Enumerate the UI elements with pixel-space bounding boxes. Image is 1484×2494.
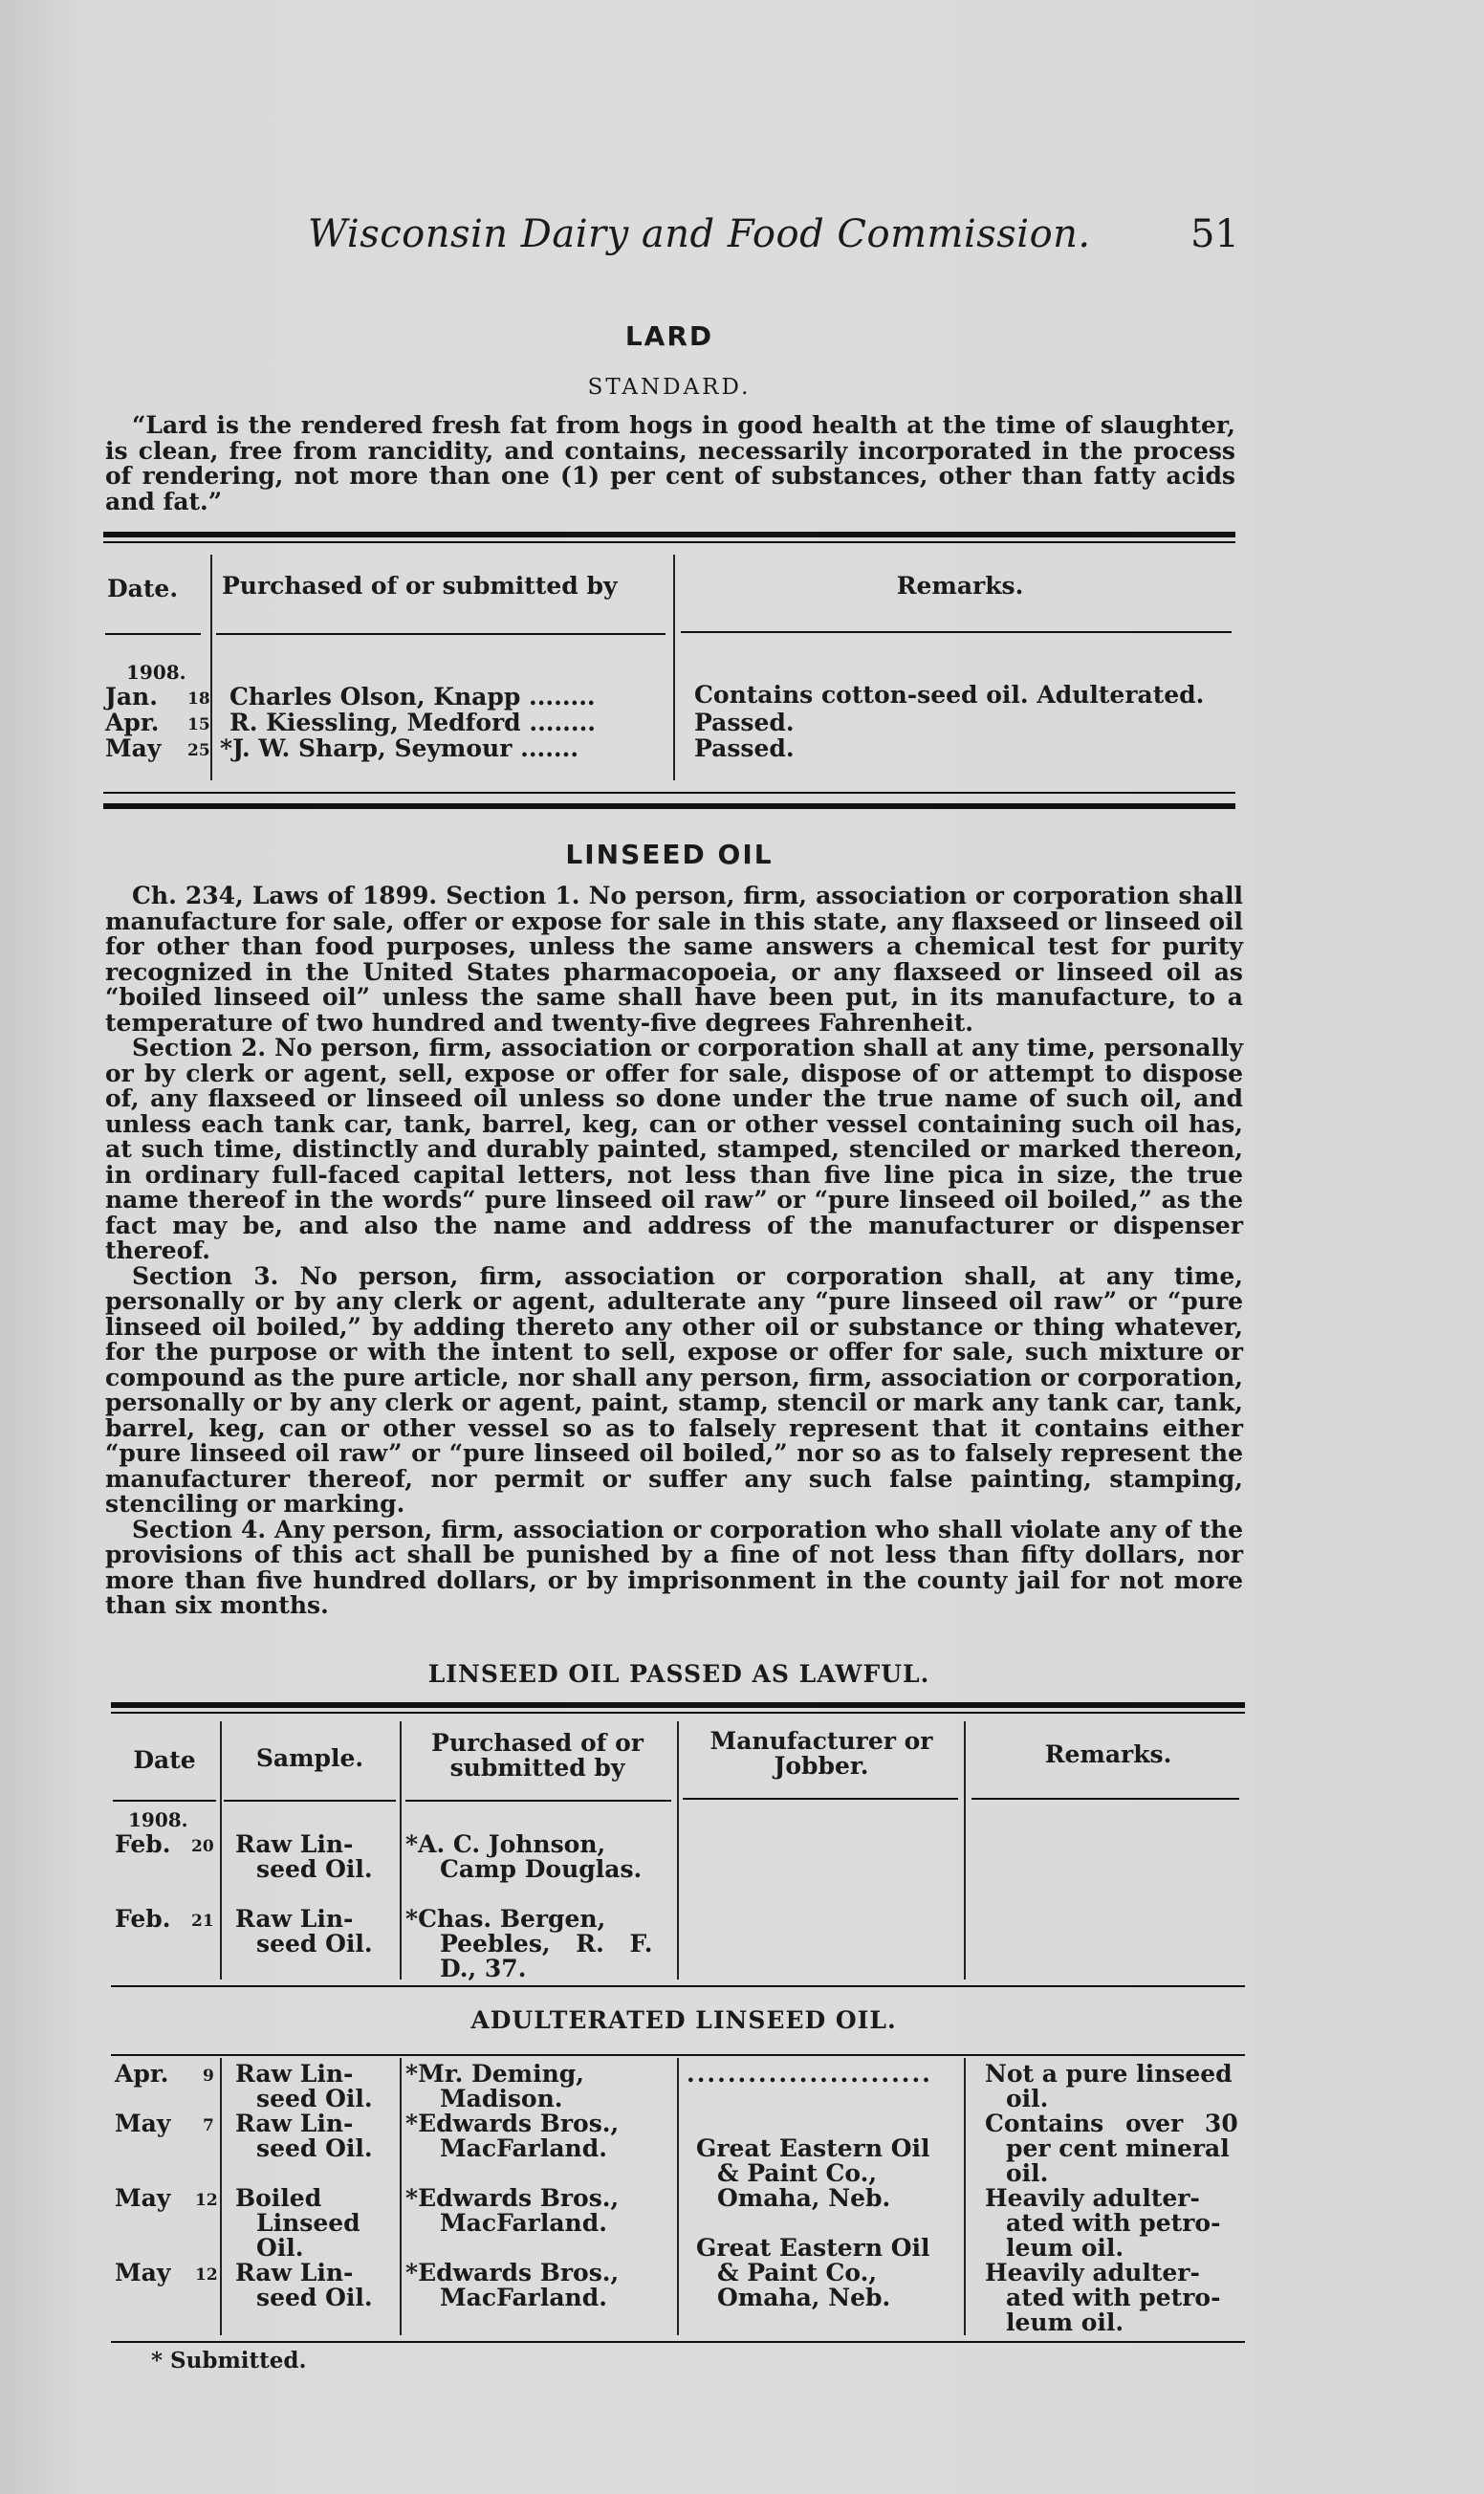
passed-year: 1908. [128, 1808, 188, 1831]
footnote-submitted: * Submitted. [151, 2348, 307, 2374]
adulterated-row-3-remarks-1: Heavily adulter- [985, 2184, 1200, 2212]
adulterated-col-divider-3 [677, 2058, 679, 2335]
passed-row-1-day: 20 [191, 1837, 214, 1856]
lard-table-bottom-rule [103, 792, 1235, 794]
passed-header-purchased: Purchased of or submitted by [431, 1729, 644, 1782]
adulterated-table-top-rule [111, 2054, 1245, 2056]
adulterated-row-1-remarks-2: oil. [1006, 2085, 1049, 2112]
lard-row-1-month: Jan. [105, 683, 158, 711]
adulterated-row-2-remarks-2: per cent mineral [1006, 2134, 1230, 2162]
adulterated-row-1-month: Apr. [115, 2060, 169, 2088]
adulterated-heading: ADULTERATED LINSEED OIL. [470, 2006, 897, 2034]
adulterated-row-4-remarks-2: ated with petro- [1006, 2284, 1221, 2311]
passed-table-top-rule [111, 1702, 1245, 1708]
adulterated-row-2-sample-2: seed Oil. [256, 2134, 373, 2162]
adulterated-row-4-maker-2: & Paint Co., [717, 2259, 878, 2286]
passed-row-2-day: 21 [191, 1912, 214, 1931]
adulterated-row-2-maker-2: & Paint Co., [717, 2159, 878, 2187]
adulterated-row-1-by-1: *Mr. Deming, [405, 2060, 584, 2088]
adulterated-row-1-remarks-1: Not a pure linseed [985, 2060, 1233, 2088]
passed-row-1-sample-1: Raw Lin- [235, 1830, 354, 1858]
passed-row-2-by-2: Peebles, R. F. [440, 1930, 653, 1958]
adulterated-row-4-by-2: MacFarland. [440, 2284, 607, 2311]
adulterated-row-2-maker-1: Great Eastern Oil [696, 2134, 930, 2162]
passed-header-underline-5 [971, 1798, 1239, 1800]
adulterated-row-2-by-2: MacFarland. [440, 2134, 607, 2162]
linseed-law-section-1: Ch. 234, Laws of 1899. Section 1. No person, firm, association or corporation shall manufacture for sale, offer or expose for sale in this state, any flaxseed or linseed oil for other than food purposes, unless the same answers a chemical test for purity recognized in the United States pharmacopoeia, or any flaxseed or linseed oil as “boiled linseed oil” unless the same shall have been put, in its manufacture, to a temperature of two hundred and twenty-five degrees Fahrenheit. [105, 882, 1243, 1037]
passed-header-sample: Sample. [255, 1744, 364, 1772]
passed-row-2-sample-2: seed Oil. [256, 1930, 373, 1958]
adulterated-row-1-maker: ........................ [687, 2060, 932, 2088]
adulterated-row-3-remarks-3: leum oil. [1006, 2234, 1124, 2262]
adulterated-row-4-sample-2: seed Oil. [256, 2284, 373, 2311]
passed-header-underline-3 [405, 1800, 671, 1802]
lard-table-top-rule-2 [103, 541, 1235, 543]
passed-row-2-sample-1: Raw Lin- [235, 1905, 354, 1933]
adulterated-col-divider-2 [400, 2058, 402, 2335]
passed-col-divider-1 [220, 1721, 222, 1980]
passed-row-1-month: Feb. [115, 1830, 171, 1858]
lard-header-date: Date. [107, 575, 179, 602]
adulterated-row-2-day: 7 [203, 2116, 214, 2135]
adulterated-row-1-sample-1: Raw Lin- [235, 2060, 354, 2088]
adulterated-row-3-remarks-2: ated with petro- [1006, 2209, 1221, 2237]
adulterated-row-1-sample-2: seed Oil. [256, 2085, 373, 2112]
passed-header-maker: Manufacturer or Jobber. [709, 1727, 933, 1780]
passed-col-divider-4 [964, 1721, 966, 1980]
lard-header-underline-2 [216, 633, 666, 635]
adulterated-row-4-by-1: *Edwards Bros., [405, 2259, 620, 2286]
adulterated-row-3-sample-1: Boiled [235, 2184, 322, 2212]
lard-row-2-day: 15 [187, 715, 210, 734]
adulterated-row-4-maker-1: Great Eastern Oil [696, 2234, 930, 2262]
passed-row-2-by-1: *Chas. Bergen, [405, 1905, 606, 1933]
linseed-law-text [105, 884, 1243, 1619]
lard-row-2-by: R. Kiessling, Medford ........ [229, 709, 596, 736]
passed-col-divider-3 [677, 1721, 679, 1980]
lard-row-3-month: May [105, 734, 162, 762]
passed-col-divider-2 [400, 1721, 402, 1980]
lard-header-purchased: Purchased of or submitted by [222, 572, 618, 600]
passed-table-bottom-rule [111, 1985, 1245, 1987]
lard-row-3-day: 25 [187, 741, 210, 760]
lard-header-underline-1 [105, 633, 201, 635]
adulterated-row-3-sample-3: Oil. [256, 2234, 304, 2262]
lard-row-2-month: Apr. [105, 709, 160, 736]
adulterated-row-4-sample-1: Raw Lin- [235, 2259, 354, 2286]
lard-col-divider-2 [673, 555, 675, 780]
lard-row-3-remarks: Passed. [694, 734, 795, 762]
lard-title: LARD [624, 320, 714, 352]
adulterated-col-divider-1 [220, 2058, 222, 2335]
passed-row-1-by-2: Camp Douglas. [440, 1855, 643, 1883]
linseed-title: LINSEED OIL [565, 839, 774, 870]
passed-header-underline-1 [113, 1800, 216, 1802]
adulterated-row-3-by-2: MacFarland. [440, 2209, 607, 2237]
adulterated-row-2-sample-1: Raw Lin- [235, 2110, 354, 2137]
adulterated-row-4-month: May [115, 2259, 171, 2286]
passed-header-underline-2 [224, 1800, 396, 1802]
adulterated-col-divider-4 [964, 2058, 966, 2335]
running-header-title: Wisconsin Dairy and Food Commission. [308, 212, 1091, 256]
passed-row-2-month: Feb. [115, 1905, 171, 1933]
lard-header-underline-3 [681, 631, 1232, 633]
lard-col-divider-1 [210, 555, 212, 780]
adulterated-row-4-maker-3: Omaha, Neb. [717, 2284, 891, 2311]
adulterated-row-3-by-1: *Edwards Bros., [405, 2184, 620, 2212]
lard-table-top-rule [103, 532, 1235, 537]
adulterated-row-1-day: 9 [203, 2067, 214, 2086]
lard-row-1-remarks: Contains cotton-seed oil. Adulterated. [694, 681, 1205, 709]
passed-table-top-rule-2 [111, 1712, 1245, 1714]
passed-header-underline-4 [683, 1798, 958, 1800]
adulterated-row-2-by-1: *Edwards Bros., [405, 2110, 620, 2137]
adulterated-row-3-month: May [115, 2184, 171, 2212]
adulterated-row-3-day: 12 [195, 2191, 218, 2210]
lard-year: 1908. [126, 661, 186, 684]
linseed-law-section-2: Section 2. No person, firm, association or corporation shall at any time, personally or by clerk or agent, sell, expose or offer for sale, dispose of or attempt to dispose of, any flaxseed or linseed oil unless so done under the true name of such oil, and unless each tank car, tank, barrel, keg, can or other vessel containing such oil has, at such time, distinctly and durably painted, stamped, stenciled or marked thereon, in ordinary full-faced capital letters, not less than five line pica in size, the true name thereof in the words“ pure linseed oil raw” or “pure linseed oil boiled,” as the fact may be, and also the name and address of the manufacturer or dispenser thereof. [105, 1034, 1243, 1264]
adulterated-row-4-day: 12 [195, 2265, 218, 2285]
passed-header-date: Date [133, 1746, 196, 1774]
adulterated-row-2-month: May [115, 2110, 171, 2137]
lard-standard-paragraph: “Lard is the rendered fresh fat from hogs in good health at the time of slaughter, is clean, free from rancidity, and contains, necessarily incorporated in the process of rendering, not more than one (1) per cent of substances, other than fatty acids and fat.” [105, 411, 1235, 515]
lard-table-bottom-rule-2 [103, 803, 1235, 809]
adulterated-row-4-remarks-3: leum oil. [1006, 2308, 1124, 2336]
adulterated-row-4-remarks-1: Heavily adulter- [985, 2259, 1200, 2286]
lard-standard-text [105, 413, 1235, 514]
passed-row-2-by-3: D., 37. [440, 1955, 527, 1982]
lard-row-3-by: *J. W. Sharp, Seymour ....... [220, 734, 579, 762]
adulterated-row-2-remarks-1: Contains over 30 [985, 2110, 1238, 2137]
passed-header-remarks: Remarks. [1044, 1740, 1172, 1768]
passed-row-1-by-1: *A. C. Johnson, [405, 1830, 606, 1858]
lard-header-remarks: Remarks. [896, 572, 1024, 600]
linseed-law-section-3: Section 3. No person, firm, association or corporation shall, at any time, personally or by any clerk or agent, adulterate any “pure linseed oil raw” or “pure linseed oil boiled,” by adding thereto any other oil or substance or thing whatever, for the purpose or with the intent to sell, expose or offer for sale, such mixture or compound as the pure article, nor shall any person, firm, association or corporation, personally or by any clerk or agent, paint, stamp, stencil or mark any tank car, tank, barrel, keg, can or other vessel so as to falsely represent that it contains either “pure linseed oil raw” or “pure linseed oil boiled,” nor so as to falsely represent the manufacturer thereof, nor permit or suffer any such false painting, stamping, stenciling or marking. [105, 1261, 1243, 1518]
page-number: 51 [1190, 212, 1239, 256]
adulterated-table-bottom-rule [111, 2341, 1245, 2343]
adulterated-row-1-by-2: Madison. [440, 2085, 563, 2112]
lard-row-2-remarks: Passed. [694, 709, 795, 736]
adulterated-row-2-remarks-3: oil. [1006, 2159, 1049, 2187]
passed-row-1-sample-2: seed Oil. [256, 1855, 373, 1883]
passed-heading: LINSEED OIL PASSED AS LAWFUL. [427, 1660, 930, 1688]
lard-row-1-day: 18 [187, 689, 210, 709]
lard-row-1-by: Charles Olson, Knapp ........ [229, 683, 596, 711]
adulterated-row-3-sample-2: Linseed [256, 2209, 360, 2237]
lard-standard-heading: STANDARD. [587, 375, 752, 400]
adulterated-row-2-maker-3: Omaha, Neb. [717, 2184, 891, 2212]
linseed-law-section-4: Section 4. Any person, firm, association or corporation who shall violate any of the provisions of this act shall be punished by a fine of not less than fifty dollars, nor more than five hundred dollars, or by imprisonment in the county jail for not more than six months. [105, 1515, 1243, 1619]
